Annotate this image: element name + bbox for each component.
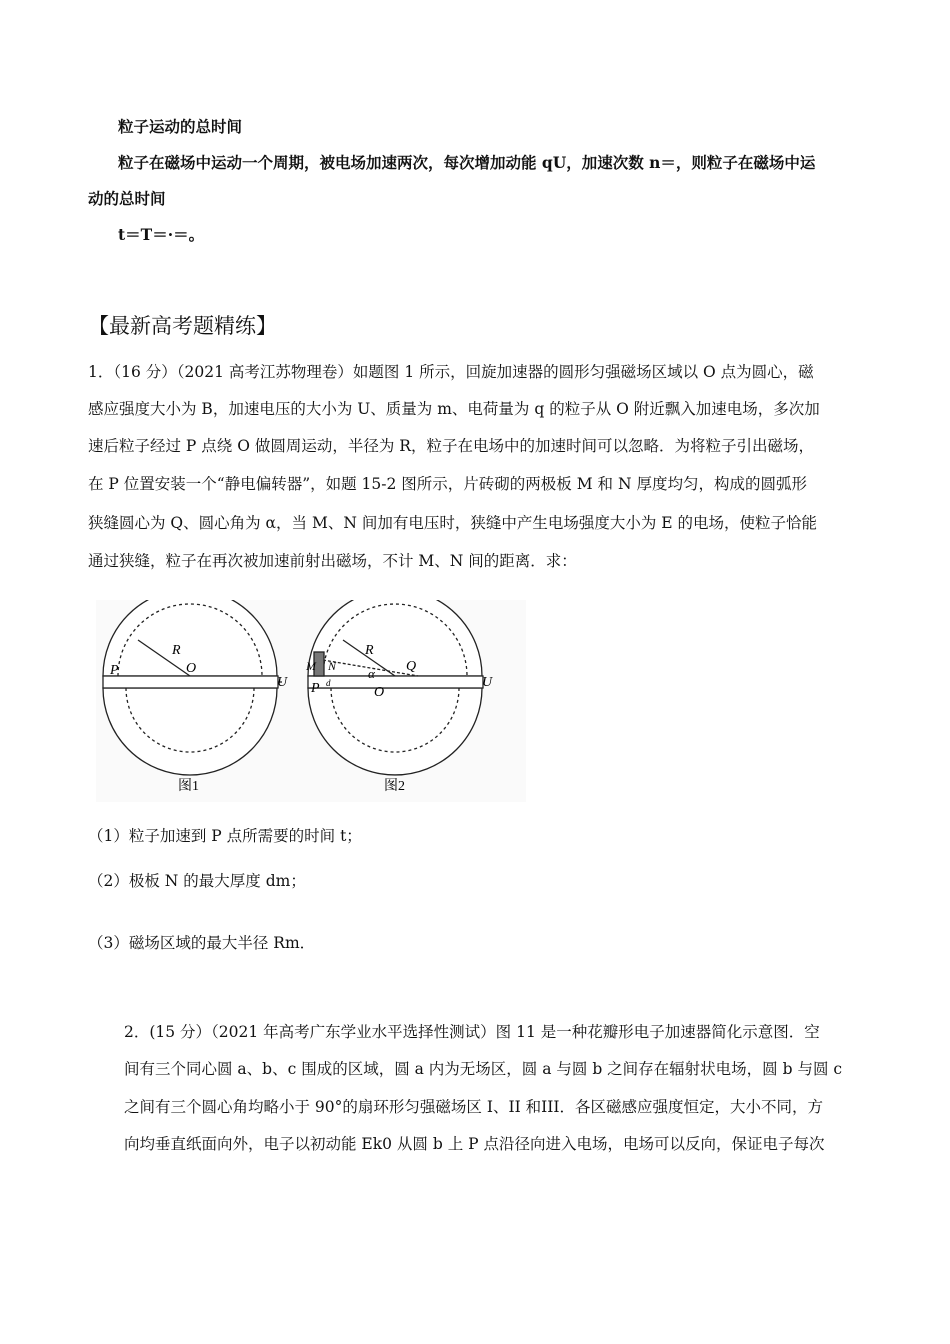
q2-line-2: 间有三个同心圆 a、b、c 围成的区域，圆 a 内为无场区，圆 a 与圆 b 之间存在辐射状电场，圆 b 与圆 c xyxy=(124,1060,843,1078)
intro-formula: t＝T＝·＝。 xyxy=(118,225,205,244)
fig2-label-N: N xyxy=(328,659,337,673)
cyclotron-diagram xyxy=(96,600,526,802)
q2-line-3: 之间有三个圆心角均略小于 90°的扇环形匀强磁场区 I、II 和III．各区磁感应强度恒定，大小不同，方 xyxy=(124,1098,823,1116)
q1-line-5: 狭缝圆心为 Q、圆心角为 α，当 M、N 间加有电压时，狭缝中产生电场强度大小为 E 的电场，使粒子恰能 xyxy=(88,514,817,532)
fig1-label-R: R xyxy=(172,643,181,658)
q1-line-6: 通过狭缝，粒子在再次被加速前射出磁场，不计 M、N 间的距离．求： xyxy=(88,552,577,570)
fig2-label-d: d xyxy=(326,678,331,688)
fig2-label-O: O xyxy=(374,685,385,700)
fig2-label-M: M xyxy=(306,659,316,673)
q1-line-3: 速后粒子经过 P 点绕 O 做圆周运动，半径为 R，粒子在电场中的加速时间可以忽略．为将粒子引出磁场， xyxy=(88,437,814,455)
fig2-label-P: P xyxy=(311,681,320,696)
section-title: 【最新高考题精练】 xyxy=(88,314,277,338)
q1-sub-2: （2）极板 N 的最大厚度 dm； xyxy=(88,872,306,890)
fig2-label-Q: Q xyxy=(406,659,417,674)
q1-sub-3: （3）磁场区域的最大半径 Rm． xyxy=(88,934,316,952)
fig2-label-alpha: α xyxy=(368,666,375,681)
fig2-caption: 图2 xyxy=(384,779,405,794)
q2-line-1: 2．(15 分）（2021 年高考广东学业水平选择性测试）图 11 是一种花瓣形电子加速器简化示意图．空 xyxy=(124,1023,820,1041)
cyclotron-figure xyxy=(96,600,526,802)
fig1-label-P: P xyxy=(110,663,119,678)
fig1-label-U: U xyxy=(277,675,288,690)
q2-line-4: 向均垂直纸面向外，电子以初动能 Ek0 从圆 b 上 P 点沿径向进入电场，电场可以反向，保证电子每次 xyxy=(124,1135,825,1153)
intro-line-2: 动的总时间 xyxy=(88,189,166,208)
q1-line-4: 在 P 位置安装一个“静电偏转器”，如题 15-2 图所示，片砖砌的两极板 M 和 N 厚度均匀，构成的圆弧形 xyxy=(88,475,807,493)
fig1-label-O: O xyxy=(186,661,197,676)
fig1-caption: 图1 xyxy=(178,779,199,794)
q1-line-1: 1．（16 分）（2021 高考江苏物理卷）如题图 1 所示，回旋加速器的圆形匀强磁场区域以 O 点为圆心，磁 xyxy=(88,363,814,381)
q1-sub-1: （1）粒子加速到 P 点所需要的时间 t； xyxy=(88,827,362,845)
fig2-label-R: R xyxy=(365,643,374,658)
intro-line-1: 粒子在磁场中运动一个周期，被电场加速两次，每次增加动能 qU，加速次数 n＝，则粒子在磁场中运 xyxy=(118,153,816,172)
intro-heading: 粒子运动的总时间 xyxy=(118,117,243,136)
fig2-label-U: U xyxy=(482,675,493,690)
q1-line-2: 感应强度大小为 B，加速电压的大小为 U、质量为 m、电荷量为 q 的粒子从 O 附近飘入加速电场，多次加 xyxy=(88,400,820,418)
